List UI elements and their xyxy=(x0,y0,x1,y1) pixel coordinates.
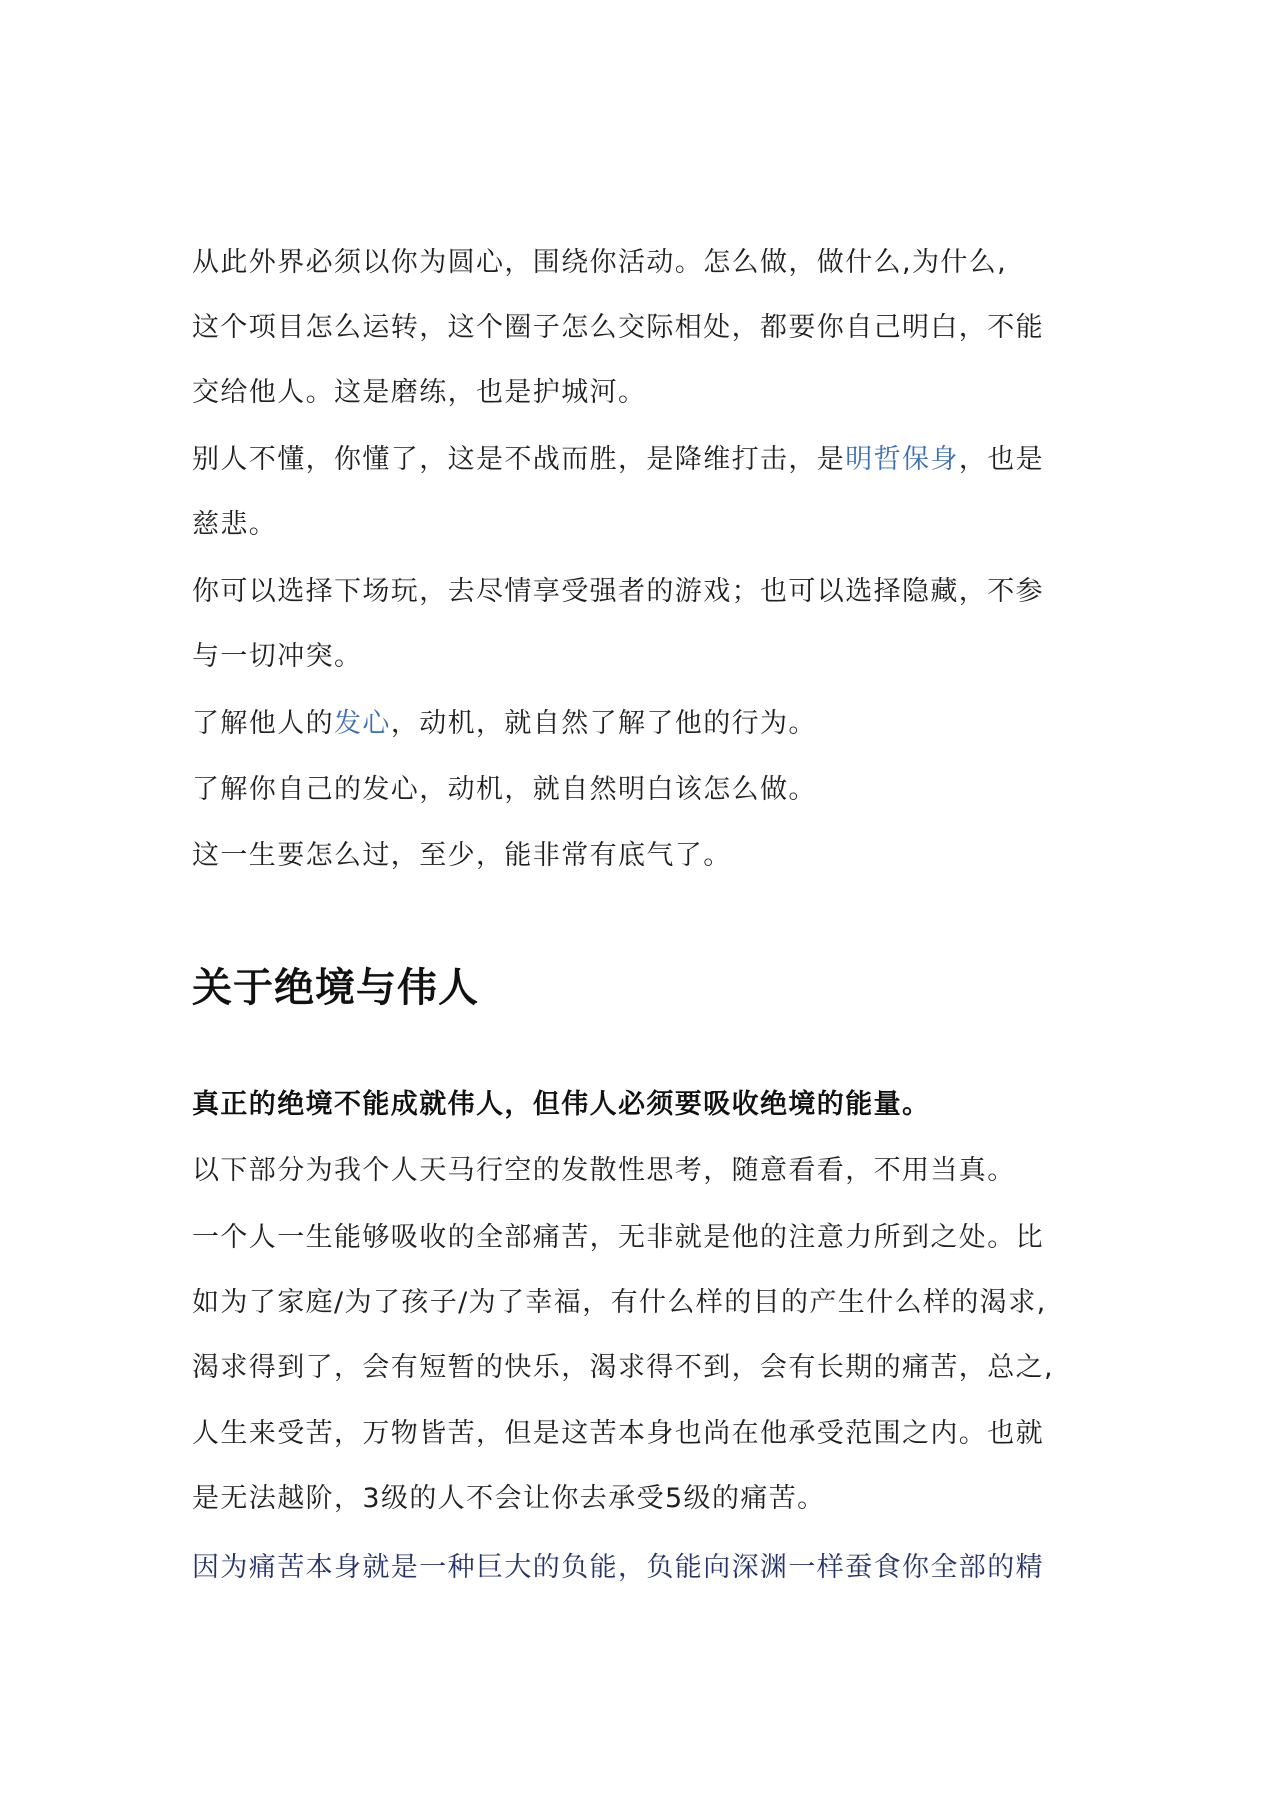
bold-lead-line: 真正的绝境不能成就伟人，但伟人必须要吸收绝境的能量。 xyxy=(192,1089,931,1120)
text-span: 别人不懂，你懂了，这是不战而胜，是降维打击，是 xyxy=(192,444,846,475)
paragraph-line: 这个项目怎么运转，这个圈子怎么交际相处，都要你自己明白，不能 xyxy=(192,312,1044,343)
section-heading: 关于绝境与伟人 xyxy=(192,965,479,1011)
paragraph-line-highlight: 因为痛苦本身就是一种巨大的负能，负能向深渊一样蚕食你全部的精 xyxy=(192,1552,1044,1583)
paragraph-line xyxy=(192,440,1044,480)
paragraph-line: 与一切冲突。 xyxy=(192,641,363,672)
paragraph-line: 一个人一生能够吸收的全部痛苦，无非就是他的注意力所到之处。比 xyxy=(192,1222,1044,1253)
paragraph-line: 渴求得到了，会有短暂的快乐，渴求得不到，会有长期的痛苦，总之, xyxy=(192,1352,1054,1383)
paragraph-line: 了解你自己的发心，动机，就自然明白该怎么做。 xyxy=(192,774,817,805)
paragraph-line xyxy=(192,704,817,744)
paragraph-line: 从此外界必须以你为圆心，围绕你活动。怎么做，做什么,为什么, xyxy=(192,247,1008,278)
paragraph-line: 是无法越阶，3级的人不会让你去承受5级的痛苦。 xyxy=(192,1483,826,1514)
paragraph-line: 如为了家庭/为了孩子/为了幸福，有什么样的目的产生什么样的渴求, xyxy=(192,1287,1047,1318)
paragraph-line: 这一生要怎么过，至少，能非常有底气了。 xyxy=(192,840,732,871)
paragraph-line: 人生来受苦，万物皆苦，但是这苦本身也尚在他承受范围之内。也就 xyxy=(192,1418,1044,1449)
text-span: 了解他人的 xyxy=(192,708,334,739)
text-span: ，也是 xyxy=(958,444,1045,475)
paragraph-line: 以下部分为我个人天马行空的发散性思考，随意看看，不用当真。 xyxy=(192,1155,1016,1186)
text-span: ，动机，就自然了解了他的行为。 xyxy=(390,708,817,739)
paragraph-line: 交给他人。这是磨练，也是护城河。 xyxy=(192,377,647,408)
paragraph-line: 慈悲。 xyxy=(192,509,278,540)
link-faxin[interactable]: 发心 xyxy=(334,708,391,739)
paragraph-line: 你可以选择下场玩，去尽情享受强者的游戏；也可以选择隐藏，不参 xyxy=(192,576,1044,607)
link-mingzhe-baoshen[interactable]: 明哲保身 xyxy=(845,444,959,475)
